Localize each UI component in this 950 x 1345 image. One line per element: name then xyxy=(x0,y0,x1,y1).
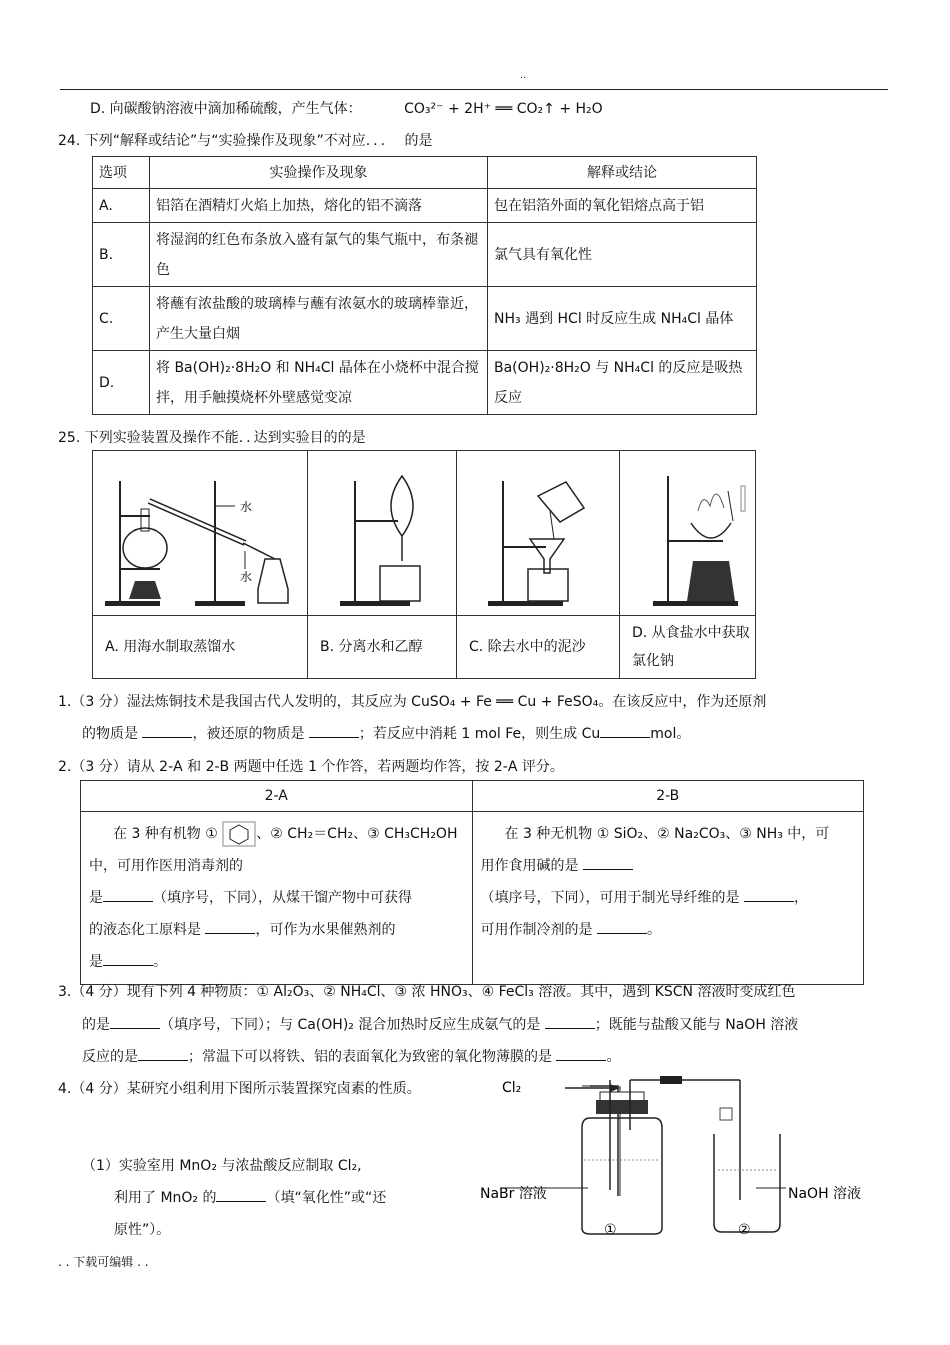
q4-part1-line1: （1）实验室用 MnO₂ 与浓盐酸反应制取 Cl₂, xyxy=(82,1158,362,1174)
q23-option-d: D. 向碳酸钠溶液中滴加稀硫酸，产生气体： CO₃²⁻ + 2H⁺ ══ CO₂↑ + H₂O xyxy=(90,101,603,117)
q25-stem: 25. 下列实验装置及操作不能..达到实验目的的是 xyxy=(58,430,366,446)
q24-table xyxy=(92,156,757,415)
apparatus-separatory-funnel xyxy=(308,451,457,616)
answer-blank[interactable] xyxy=(103,951,153,966)
q2-content-row xyxy=(81,812,864,985)
apparatus-evaporation xyxy=(620,451,756,616)
vessel-1-label: ① xyxy=(604,1222,617,1238)
q1-line2: 的物质是 ，被还原的物质是 ；若反应中消耗 1 mol Fe，则生成 Cu mol。 xyxy=(82,723,690,743)
q24-header-option: 选项 xyxy=(93,157,150,189)
distillation-diagram xyxy=(95,451,305,611)
benzene-ring-icon xyxy=(222,821,256,847)
q24-row-d: D. 将 Ba(OH)₂·8H₂O 和 NH₄Cl 晶体在小烧杯中混合搅拌，用手触摸烧杯外壁感觉变凉 Ba(OH)₂·8H₂O 与 NH₄Cl 的反应是吸热反应 xyxy=(93,351,757,415)
filtration-diagram xyxy=(458,451,618,611)
q25-table xyxy=(92,450,756,679)
q2-stem: 2.（3 分）请从 2-A 和 2-B 两题中任选 1 个作答，若两题均作答，按 2-A 评分。 xyxy=(58,759,564,775)
caption-c: C. 除去水中的泥沙 xyxy=(457,616,620,679)
q4-stem: 4.（4 分）某研究小组利用下图所示装置探究卤素的性质。 xyxy=(58,1081,421,1097)
caption-d: D. 从食盐水中获取氯化钠 xyxy=(620,616,756,679)
q4-part1-line3: 原性”）。 xyxy=(114,1222,171,1238)
answer-blank[interactable] xyxy=(309,723,359,738)
emphasis-dots: .. xyxy=(238,430,254,446)
header-rule xyxy=(60,89,888,90)
q4-part1-line2: 利用了 MnO₂ 的 （填“氧化性”或“还 xyxy=(114,1187,386,1207)
answer-blank[interactable] xyxy=(597,919,647,934)
q3-line2: 的是 （填序号，下同）；与 Ca(OH)₂ 混合加热时反应生成氨气的是 ；既能与盐酸又能与 NaOH 溶液 xyxy=(82,1014,798,1034)
q25-caption-row xyxy=(93,616,756,679)
q2-table xyxy=(80,780,864,985)
separatory-funnel-diagram xyxy=(310,451,455,611)
cl2-label: Cl₂ xyxy=(502,1080,522,1096)
header-mark: .. xyxy=(520,70,527,81)
q24-header-operation: 实验操作及现象 xyxy=(150,157,488,189)
answer-blank[interactable] xyxy=(216,1187,266,1202)
q24-header-row xyxy=(93,157,757,189)
q24-stem: 24. 下列“解释或结论”与“实验操作及现象”不对应... 的是 xyxy=(58,133,433,149)
q24-row-c: C. 将蘸有浓盐酸的玻璃棒与蘸有浓氨水的玻璃棒靠近，产生大量白烟 NH₃ 遇到 HCl 时反应生成 NH₄Cl 晶体 xyxy=(93,287,757,351)
answer-blank[interactable] xyxy=(142,723,192,738)
halogen-apparatus-figure xyxy=(470,1070,880,1245)
vessel-2-label: ② xyxy=(738,1222,751,1238)
q3-line1: 3.（4 分）现有下列 4 种物质：① Al₂O₃、② NH₄Cl、③ 浓 HNO₃、④ FeCl₃ 溶液。其中，遇到 KSCN 溶液时变成红色 xyxy=(58,984,796,1000)
answer-blank[interactable] xyxy=(110,1014,160,1029)
q24-row-b: B. 将湿润的红色布条放入盛有氯气的集气瓶中，布条褪色 氯气具有氧化性 xyxy=(93,223,757,287)
q2-header-b: 2-B xyxy=(472,781,864,812)
caption-b: B. 分离水和乙醇 xyxy=(308,616,457,679)
apparatus-filtration xyxy=(457,451,620,616)
emphasis-dots: ... xyxy=(365,133,389,149)
answer-blank[interactable] xyxy=(583,855,633,870)
caption-a: A. 用海水制取蒸馏水 xyxy=(93,616,308,679)
water-label: 水 xyxy=(240,570,253,584)
apparatus-distillation xyxy=(93,451,308,616)
q1-line1: 1.（3 分）湿法炼铜技术是我国古代人发明的，其反应为 CuSO₄ + Fe ══ Cu + FeSO₄。在该反应中，作为还原剂 xyxy=(58,694,767,710)
answer-blank[interactable] xyxy=(744,887,794,902)
q24-row-a: A. 铝箔在酒精灯火焰上加热，熔化的铝不滴落 包在铝箔外面的氧化铝熔点高于铝 xyxy=(93,189,757,223)
q2-a-cell: 在 3 种有机物 ① 、② CH₂＝CH₂、③ CH₃CH₂OH 中，可用作医用消毒剂的 是 （填序号，下同），从煤干馏产物中可获得 的液态化工原料是 ，可作为水果催熟剂的 是 。 xyxy=(81,812,473,985)
q2-header-a: 2-A xyxy=(81,781,473,812)
q2-b-cell: 在 3 种无机物 ① SiO₂、② Na₂CO₃、③ NH₃ 中，可 用作食用碱的是 （填序号，下同），可用于制光导纤维的是 ， 可用作制冷剂的是 。 xyxy=(472,812,864,985)
footer-text: . . 下载可编辑 . . xyxy=(58,1255,149,1269)
q23-equation: CO₃²⁻ + 2H⁺ ══ CO₂↑ + H₂O xyxy=(404,101,603,117)
water-label: 水 xyxy=(240,500,253,514)
answer-blank[interactable] xyxy=(138,1046,188,1061)
naoh-label: NaOH 溶液 xyxy=(788,1186,862,1202)
answer-blank[interactable] xyxy=(205,919,255,934)
answer-blank[interactable] xyxy=(556,1046,606,1061)
q3-line3: 反应的是 ；常温下可以将铁、铝的表面氧化为致密的氧化物薄膜的是 。 xyxy=(82,1046,620,1066)
q25-figure-row xyxy=(93,451,756,616)
q24-header-conclusion: 解释或结论 xyxy=(488,157,757,189)
evaporation-diagram xyxy=(623,451,753,611)
answer-blank[interactable] xyxy=(545,1014,595,1029)
answer-blank[interactable] xyxy=(103,887,153,902)
answer-blank[interactable] xyxy=(600,723,650,738)
nabr-label: NaBr 溶液 xyxy=(480,1186,547,1202)
q2-header-row xyxy=(81,781,864,812)
